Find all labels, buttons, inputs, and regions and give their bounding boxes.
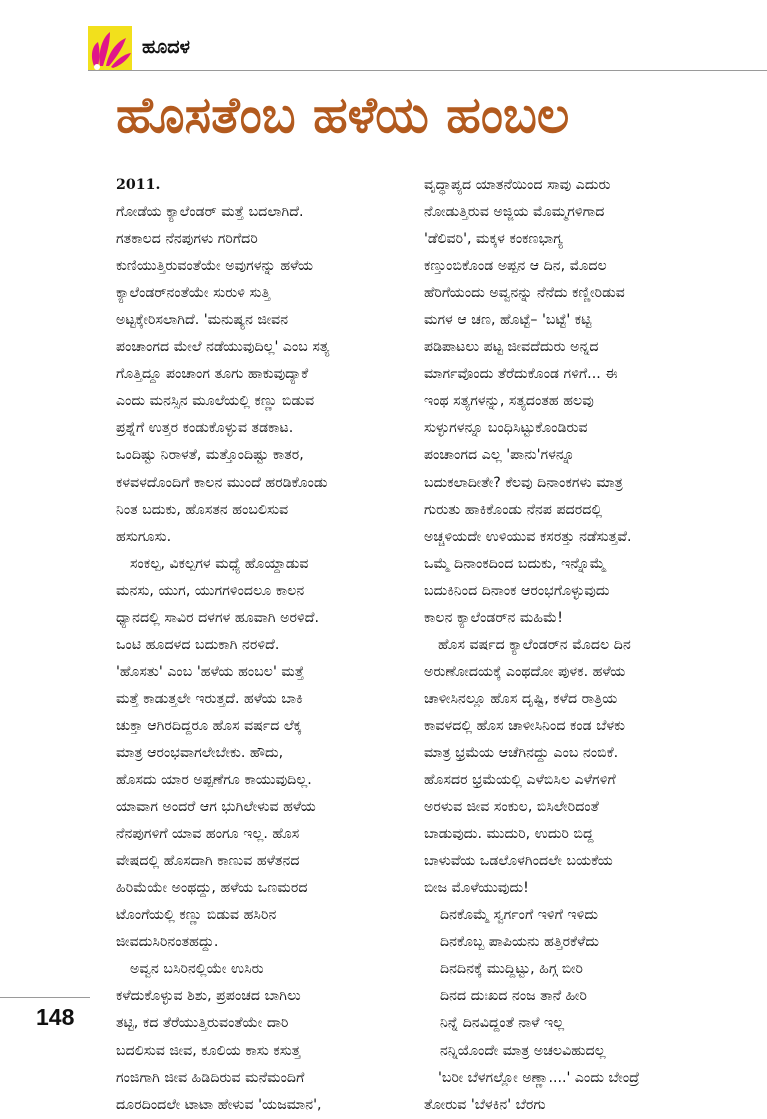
text-line: ಪಂಚಾಂಗದ ಎಲ್ಲ 'ಪಾನು'ಗಳನ್ನೂ bbox=[424, 447, 575, 464]
text-line: ನಿಂತ ಬದುಕು, ಹೊಸತನ ಹಂಬಲಿಸುವ bbox=[116, 501, 289, 518]
text-line: ಬದಲಿಸುವ ಜೀವ, ಕೂಲಿಯ ಕಾಸು ಕಸುತ್ತ bbox=[116, 1042, 301, 1059]
text-line: 'ಬರೀ ಬೆಳಗಲ್ಲೋ ಅಣ್ಣಾ....' ಎಂದು ಬೇಂದ್ರೆ bbox=[438, 1069, 640, 1086]
text-line: ಅರಳುವ ಜೀವ ಸಂಕುಲ, ಬಿಸಿಲೇರಿದಂತೆ bbox=[424, 799, 599, 816]
text-line: ಹೊಸದರ ಭ್ರಮೆಯಲ್ಲಿ ಎಳೆಬಿಸಿಲ ಎಳೆಗಳಿಗೆ bbox=[424, 772, 616, 789]
right-text-column bbox=[424, 172, 744, 1119]
text-line: ಚುಕ್ತಾ ಆಗಿರದಿದ್ದರೂ ಹೊಸ ವರ್ಷದ ಲೆಕ್ಕ bbox=[116, 717, 302, 734]
text-line: ಅಚ್ಚಳಿಯದೇ ಉಳಿಯುವ ಕಸರತ್ತು ನಡೆಸುತ್ತವೆ. bbox=[424, 528, 632, 545]
text-line: ಬದುಕಲಾದೀತೇ? ಕೆಲವು ದಿನಾಂಕಗಳು ಮಾತ್ರ bbox=[424, 474, 623, 491]
footer-divider bbox=[0, 997, 90, 998]
text-line: ಕಳೆದುಕೊಳ್ಳುವ ಶಿಶು, ಪ್ರಪಂಚದ ಬಾಗಿಲು bbox=[116, 988, 301, 1005]
page-number: 148 bbox=[36, 1004, 75, 1030]
text-line: ಹಸುಗೂಸು. bbox=[116, 528, 172, 545]
text-line: ಕುಣಿಯುತ್ತಿರುವಂತೆಯೇ ಅವುಗಳನ್ನು ಹಳೆಯ bbox=[116, 258, 314, 275]
text-line: ಪಡಿಪಾಟಲು ಪಟ್ಟ ಜೀವದೆದುರು ಅನ್ನದ bbox=[424, 339, 599, 356]
text-line: ತೋರುವ 'ಬೆಳಕಿನ' ಬೆರಗು bbox=[424, 1096, 546, 1113]
text-line: ಗೋಡೆಯ ಕ್ಯಾಲೆಂಡರ್ ಮತ್ತೆ ಬದಲಾಗಿದೆ. bbox=[116, 204, 304, 221]
text-line: ಗತಕಾಲದ ನೆನಪುಗಳು ಗರಿಗೆದರಿ bbox=[116, 231, 258, 248]
text-line: ದಿನಕೊಬ್ಬ ಪಾಪಿಯನು ಹತ್ತಿರಕೆಳೆದು bbox=[440, 934, 600, 951]
text-line: ಗೊತ್ತಿದ್ದೂ ಪಂಚಾಂಗ ತೂಗು ಹಾಕುವುದ್ಯಾಕೆ bbox=[116, 366, 309, 383]
text-line: ಅಟ್ಟಕ್ಕೇರಿಸಲಾಗಿದೆ. 'ಮನುಷ್ಯನ ಜೀವನ bbox=[116, 312, 289, 329]
text-line: ಹಿರಿಮೆಯೇ ಅಂಥದ್ದು, ಹಳೆಯ ಒಣಮರದ bbox=[116, 880, 308, 897]
text-line: ಮಗಳ ಆ ಚಣ, ಹೊಟ್ಟೆ– 'ಬಟ್ಟೆ' ಕಟ್ಟಿ bbox=[424, 312, 592, 329]
text-line: ಪಂಚಾಂಗದ ಮೇಲೆ ನಡೆಯುವುದಿಲ್ಲ' ಎಂಬ ಸತ್ಯ bbox=[116, 339, 330, 356]
text-line: ದಿನದಿನಕ್ಕೆ ಮುದ್ದಿಟ್ಟು, ಹಿಗ್ಗ ಬೀರಿ bbox=[440, 961, 584, 978]
text-line: ಕಣ್ತುಂಬಿಕೊಂಡ ಅಪ್ಪನ ಆ ದಿನ, ಮೊದಲ bbox=[424, 258, 607, 275]
text-line: ಹೊಸದು ಯಾರ ಅಪ್ಪಣೆಗೂ ಕಾಯುವುದಿಲ್ಲ. bbox=[116, 772, 312, 789]
text-line: ದಿನದ ದುಃಖದ ನಂಜ ತಾನೆ ಹೀರಿ bbox=[440, 988, 587, 1005]
text-line: ಹೆರಿಗೆಯಂದು ಅವ್ವನನ್ನು ನೆನೆದು ಕಣ್ಣೀರಿಡುವ bbox=[424, 285, 625, 302]
text-line: ಒಂದಿಷ್ಟು ನಿರಾಳತೆ, ಮತ್ತೊಂದಿಷ್ಟು ಕಾತರ, bbox=[116, 447, 304, 464]
text-line: ಬೀಜ ಮೊಳೆಯುವುದು! bbox=[424, 880, 529, 897]
text-line: 2011. bbox=[116, 177, 161, 193]
text-line: ಹೊಸ ವರ್ಷದ ಕ್ಯಾಲೆಂಡರ್‌ನ ಮೊದಲ ದಿನ bbox=[438, 636, 631, 653]
text-line: ಮಾತ್ರ ಭ್ರಮೆಯ ಆಚೆಗಿನದ್ದು ಎಂಬ ನಂಬಿಕೆ. bbox=[424, 744, 619, 761]
text-line: ಮಾರ್ಗವೊಂದು ತೆರೆದುಕೊಂಡ ಗಳಿಗೆ... ಈ bbox=[424, 366, 618, 383]
text-line: 'ಹೊಸತು' ಎಂಬ 'ಹಳೆಯ ಹಂಬಲ' ಮತ್ತೆ bbox=[116, 663, 305, 680]
text-line: ಮಾತ್ರ ಆರಂಭವಾಗಲೇಬೇಕು. ಹೌದು, bbox=[116, 744, 284, 761]
text-line: ಧ್ಯಾನದಲ್ಲಿ ಸಾವಿರ ದಳಗಳ ಹೂವಾಗಿ ಅರಳಿದೆ. bbox=[116, 609, 319, 626]
text-line: ನೆನಪುಗಳಿಗೆ ಯಾವ ಹಂಗೂ ಇಲ್ಲ. ಹೊಸ bbox=[116, 826, 300, 843]
text-line: 'ಡೆಲಿವರಿ', ಮಕ್ಕಳ ಕಂಕಣಭಾಗ್ಯ bbox=[424, 231, 563, 248]
text-line: ಟೊಂಗೆಯಲ್ಲಿ ಕಣ್ಣು ಬಿಡುವ ಹಸಿರಿನ bbox=[116, 907, 277, 924]
text-line: ಬಾಡುವುದು. ಮುದುರಿ, ಉದುರಿ ಬಿದ್ದ bbox=[424, 826, 594, 843]
text-line: ಒಮ್ಮೆ ದಿನಾಂಕದಿಂದ ಬದುಕು, ಇನ್ನೊಮ್ಮೆ bbox=[424, 555, 606, 572]
article-title: ಹೊಸತೆಂಬ ಹಳೆಯ ಹಂಬಲ bbox=[116, 86, 570, 144]
text-line: ಕ್ಯಾಲೆಂಡರ್‌ನಂತೆಯೇ ಸುರುಳಿ ಸುತ್ತಿ bbox=[116, 285, 271, 302]
section-name: ಹೂದಳ bbox=[142, 36, 190, 58]
text-line: ಇಂಥ ಸತ್ಯಗಳನ್ನು, ಸತ್ಯದಂತಹ ಹಲವು bbox=[424, 393, 594, 410]
text-line: ಗುರುತು ಹಾಕಿಕೊಂಡು ನೆನಪ ಪದರದಲ್ಲಿ bbox=[424, 501, 603, 518]
text-line: ಜೀವದುಸಿರಿನಂತಹದ್ದು. bbox=[116, 934, 219, 951]
text-line: ಚಾಳೀಸಿನಲ್ಲೂ ಹೊಸ ದೃಷ್ಟಿ, ಕಳೆದ ರಾತ್ರಿಯ bbox=[424, 690, 618, 707]
text-line: ಕಾಲನ ಕ್ಯಾಲೆಂಡರ್‌ನ ಮಹಿಮೆ! bbox=[424, 609, 563, 626]
text-line: ವೃದ್ಧಾಪ್ಯದ ಯಾತನೆಯಿಂದ ಸಾವು ಎದುರು bbox=[424, 177, 611, 193]
text-line: ದಿನಕೊಮ್ಮೆ ಸ್ವರ್ಗಂಗೆ ಇಳಿಗೆ ಇಳಿದು bbox=[440, 907, 599, 924]
flower-petals-icon bbox=[88, 26, 132, 70]
text-line: ನೋಡುತ್ತಿರುವ ಅಜ್ಜಿಯ ಮೊಮ್ಮಗಳಿಗಾದ bbox=[424, 204, 605, 221]
text-line: ದೂರದಿಂದಲೇ ಟಾಟಾ ಹೇಳುವ 'ಯಜಮಾನ', bbox=[116, 1096, 322, 1113]
left-text-column bbox=[116, 172, 396, 1119]
text-line: ಕಳವಳದೊಂದಿಗೆ ಕಾಲನ ಮುಂದೆ ಹರಡಿಕೊಂಡು bbox=[116, 474, 328, 491]
text-line: ಯಾವಾಗ ಅಂದರೆ ಆಗ ಭುಗಿಲೇಳುವ ಹಳೆಯ bbox=[116, 799, 316, 816]
text-line: ಅವ್ವನ ಬಸಿರಿನಲ್ಲಿಯೇ ಉಸಿರು bbox=[130, 961, 264, 978]
text-line: ಬದುಕಿನಿಂದ ದಿನಾಂಕ ಆರಂಭಗೊಳ್ಳುವುದು bbox=[424, 582, 610, 599]
text-line: ಮತ್ತೆ ಕಾಡುತ್ತಲೇ ಇರುತ್ತದೆ. ಹಳೆಯ ಬಾಕಿ bbox=[116, 690, 303, 707]
header-divider bbox=[88, 70, 767, 71]
text-line: ಎಂದು ಮನಸ್ಸಿನ ಮೂಲೆಯಲ್ಲಿ ಕಣ್ಣು ಬಿಡುವ bbox=[116, 393, 315, 410]
text-line: ವೇಷದಲ್ಲಿ ಹೊಸದಾಗಿ ಕಾಣುವ ಹಳೆತನದ bbox=[116, 853, 300, 870]
text-line: ಅರುಣೋದಯಕ್ಕೆ ಎಂಥದೋ ಪುಳಕ. ಹಳೆಯ bbox=[424, 663, 626, 680]
text-line: ಒಂಟಿ ಹೂದಳದ ಬದುಕಾಗಿ ನರಳಿದೆ. bbox=[116, 636, 280, 653]
text-line: ಪ್ರಶ್ನೆಗೆ ಉತ್ತರ ಕಂಡುಕೊಳ್ಳುವ ತಡಕಾಟ. bbox=[116, 420, 294, 437]
text-line: ಮನಸು, ಯುಗ, ಯುಗಗಳಿಂದಲೂ ಕಾಲನ bbox=[116, 582, 305, 599]
text-line: ನನ್ನಿಯೊಂದೇ ಮಾತ್ರ ಅಚಲವಿಹುದಲ್ಲ bbox=[440, 1042, 606, 1059]
text-line: ಸುಳ್ಳುಗಳನ್ನೂ ಬಂಧಿಸಿಟ್ಟುಕೊಂಡಿರುವ bbox=[424, 420, 588, 437]
text-line: ಗಂಜಿಗಾಗಿ ಜೀವ ಹಿಡಿದಿರುವ ಮನೆಮಂದಿಗೆ bbox=[116, 1069, 305, 1086]
text-line: ಕಾವಳದಲ್ಲಿ ಹೊಸ ಚಾಳೀಸಿನಿಂದ ಕಂಡ ಬೆಳಕು bbox=[424, 717, 626, 734]
text-line: ನಿನ್ನೆ ದಿನವಿದ್ದಂತೆ ನಾಳೆ ಇಲ್ಲ bbox=[440, 1015, 565, 1032]
text-line: ಬಾಳುವೆಯ ಒಡಲೊಳಗಿಂದಲೇ ಬಯಕೆಯ bbox=[424, 853, 613, 870]
text-line: ಸಂಕಲ್ಪ, ವಿಕಲ್ಪಗಳ ಮಧ್ಯೆ ಹೊಯ್ದಾಡುವ bbox=[130, 555, 309, 572]
text-line: ತಟ್ಟಿ, ಕದ ತೆರೆಯುತ್ತಿರುವಂತೆಯೇ ದಾರಿ bbox=[116, 1015, 289, 1032]
